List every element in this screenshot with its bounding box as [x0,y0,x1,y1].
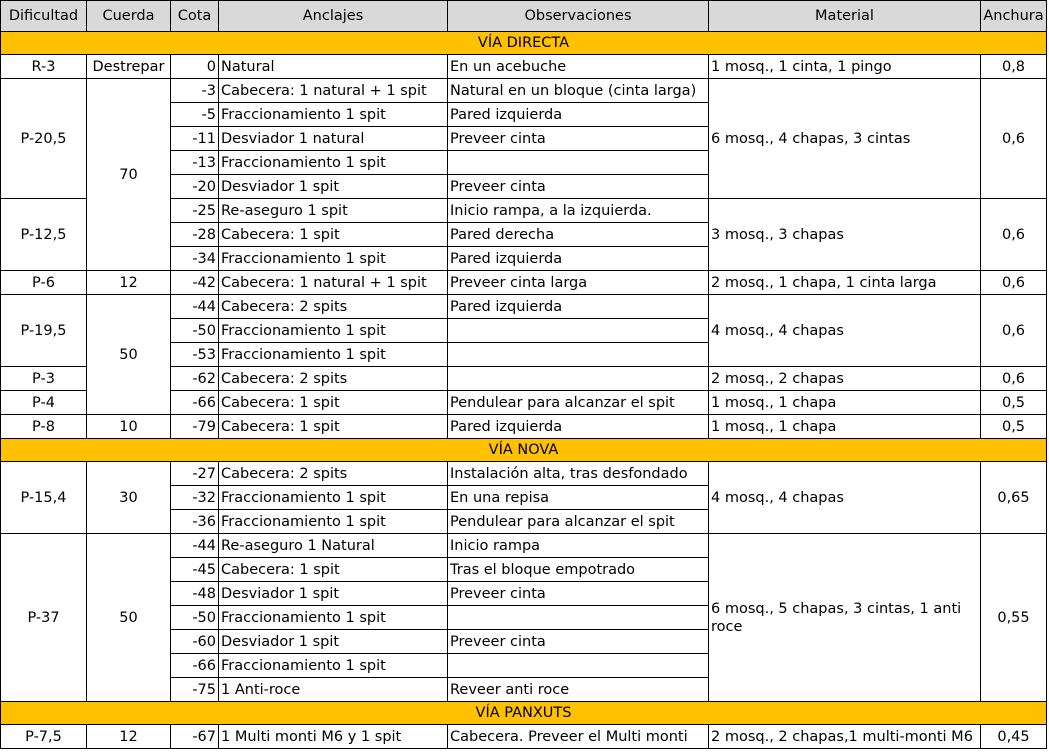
dificultad-cell: P-37 [1,534,87,702]
anclajes-cell: Cabecera: 1 spit [219,558,448,582]
observaciones-cell [448,606,709,630]
section-title: VÍA DIRECTA [1,32,1047,55]
observaciones-cell: En un acebuche [448,55,709,79]
dificultad-cell: P-15,4 [1,462,87,534]
material-cell: 2 mosq., 2 chapas,1 multi-monti M6 [709,725,981,749]
anclajes-cell: Cabecera: 1 spit [219,223,448,247]
observaciones-cell: Preveer cinta [448,127,709,151]
anchura-cell: 0,45 [981,725,1047,749]
anclajes-cell: Desviador 1 spit [219,630,448,654]
cota-cell: -42 [171,271,219,295]
anclajes-cell: 1 Anti-roce [219,678,448,702]
material-cell: 1 mosq., 1 cinta, 1 pingo [709,55,981,79]
cota-cell: -48 [171,582,219,606]
header-cuerda: Cuerda [87,1,171,32]
cuerda-cell: 50 [87,534,171,702]
observaciones-cell: Inicio rampa, a la izquierda. [448,199,709,223]
observaciones-cell: Pendulear para alcanzar el spit [448,391,709,415]
cota-cell: -75 [171,678,219,702]
anclajes-cell: Cabecera: 1 spit [219,415,448,439]
cota-cell: -67 [171,725,219,749]
cota-cell: -66 [171,654,219,678]
anclajes-cell: Re-aseguro 1 Natural [219,534,448,558]
observaciones-cell: Preveer cinta [448,630,709,654]
observaciones-cell [448,343,709,367]
anchura-cell: 0,55 [981,534,1047,702]
material-cell: 4 mosq., 4 chapas [709,295,981,367]
section-row [1,32,1047,55]
observaciones-cell: Reveer anti roce [448,678,709,702]
anchura-cell: 0,6 [981,367,1047,391]
cuerda-cell: 50 [87,295,171,415]
material-cell: 2 mosq., 2 chapas [709,367,981,391]
dificultad-cell: P-19,5 [1,295,87,367]
anchura-cell: 0,8 [981,55,1047,79]
observaciones-cell: Pared izquierda [448,295,709,319]
anclajes-cell: 1 Multi monti M6 y 1 spit [219,725,448,749]
cota-cell: -34 [171,247,219,271]
material-cell: 6 mosq., 5 chapas, 3 cintas, 1 anti roce [709,534,981,702]
observaciones-cell [448,654,709,678]
anclajes-cell: Desviador 1 spit [219,175,448,199]
anchura-cell: 0,65 [981,462,1047,534]
anclajes-cell: Fraccionamiento 1 spit [219,103,448,127]
header-observaciones: Observaciones [448,1,709,32]
material-cell: 3 mosq., 3 chapas [709,199,981,271]
material-cell: 1 mosq., 1 chapa [709,391,981,415]
dificultad-cell: P-7,5 [1,725,87,749]
anclajes-cell: Fraccionamiento 1 spit [219,606,448,630]
cota-cell: -45 [171,558,219,582]
cota-cell: -60 [171,630,219,654]
observaciones-cell: Natural en un bloque (cinta larga) [448,79,709,103]
header-row [1,1,1047,32]
anclajes-cell: Cabecera: 2 spits [219,367,448,391]
dificultad-cell: P-6 [1,271,87,295]
anclajes-cell: Cabecera: 1 spit [219,391,448,415]
table-row [1,55,1047,79]
observaciones-cell [448,367,709,391]
anchura-cell: 0,5 [981,415,1047,439]
anchura-cell: 0,6 [981,199,1047,271]
table-row [1,415,1047,439]
observaciones-cell [448,319,709,343]
observaciones-cell: Pared izquierda [448,103,709,127]
anclajes-cell: Fraccionamiento 1 spit [219,654,448,678]
cota-cell: -25 [171,199,219,223]
observaciones-cell: Pared izquierda [448,415,709,439]
cota-cell: -28 [171,223,219,247]
table-row [1,79,1047,103]
observaciones-cell: Preveer cinta [448,175,709,199]
cota-cell: -62 [171,367,219,391]
table-row [1,534,1047,558]
section-row [1,439,1047,462]
table-row [1,271,1047,295]
anclajes-cell: Cabecera: 2 spits [219,462,448,486]
observaciones-cell: Pared izquierda [448,247,709,271]
header-anclajes: Anclajes [219,1,448,32]
observaciones-cell [448,151,709,175]
table-row [1,295,1047,319]
anclajes-cell: Fraccionamiento 1 spit [219,151,448,175]
cuerda-cell: 70 [87,79,171,271]
section-row [1,702,1047,725]
cota-cell: -36 [171,510,219,534]
observaciones-cell: Tras el bloque empotrado [448,558,709,582]
cuerda-cell: 12 [87,725,171,749]
table-body [1,32,1047,749]
cuerda-cell: Destrepar [87,55,171,79]
cota-cell: -50 [171,606,219,630]
observaciones-cell: Cabecera. Preveer el Multi monti [448,725,709,749]
anclajes-cell: Fraccionamiento 1 spit [219,343,448,367]
header-material: Material [709,1,981,32]
cuerda-cell: 30 [87,462,171,534]
anclajes-cell: Fraccionamiento 1 spit [219,247,448,271]
observaciones-cell: Instalación alta, tras desfondado [448,462,709,486]
cota-cell: -44 [171,534,219,558]
anclajes-cell: Fraccionamiento 1 spit [219,319,448,343]
dificultad-cell: P-12,5 [1,199,87,271]
header-anchura: Anchura [981,1,1047,32]
cuerda-cell: 12 [87,271,171,295]
section-title: VÍA NOVA [1,439,1047,462]
cota-cell: -44 [171,295,219,319]
anchura-cell: 0,5 [981,391,1047,415]
anclajes-cell: Natural [219,55,448,79]
cota-cell: -79 [171,415,219,439]
cota-cell: -66 [171,391,219,415]
cota-cell: -53 [171,343,219,367]
cota-cell: -11 [171,127,219,151]
observaciones-cell: Preveer cinta [448,582,709,606]
table-row [1,462,1047,486]
cota-cell: -32 [171,486,219,510]
observaciones-cell: Preveer cinta larga [448,271,709,295]
dificultad-cell: R-3 [1,55,87,79]
anclajes-cell: Cabecera: 1 natural + 1 spit [219,271,448,295]
cota-cell: 0 [171,55,219,79]
anclajes-cell: Fraccionamiento 1 spit [219,486,448,510]
observaciones-cell: Pendulear para alcanzar el spit [448,510,709,534]
cota-cell: -5 [171,103,219,127]
section-title: VÍA PANXUTS [1,702,1047,725]
observaciones-cell: Inicio rampa [448,534,709,558]
material-cell: 4 mosq., 4 chapas [709,462,981,534]
material-cell: 1 mosq., 1 chapa [709,415,981,439]
anchura-cell: 0,6 [981,79,1047,199]
table-row [1,725,1047,749]
observaciones-cell: Pared derecha [448,223,709,247]
material-cell: 6 mosq., 4 chapas, 3 cintas [709,79,981,199]
anchura-cell: 0,6 [981,271,1047,295]
header-dificultad: Dificultad [1,1,87,32]
dificultad-cell: P-4 [1,391,87,415]
anclajes-cell: Desviador 1 spit [219,582,448,606]
anchura-cell: 0,6 [981,295,1047,367]
cota-cell: -27 [171,462,219,486]
cuerda-cell: 10 [87,415,171,439]
dificultad-cell: P-8 [1,415,87,439]
anclajes-cell: Re-aseguro 1 spit [219,199,448,223]
cota-cell: -3 [171,79,219,103]
cota-cell: -50 [171,319,219,343]
observaciones-cell: En una repisa [448,486,709,510]
material-cell: 2 mosq., 1 chapa, 1 cinta larga [709,271,981,295]
anclajes-cell: Fraccionamiento 1 spit [219,510,448,534]
cota-cell: -13 [171,151,219,175]
dificultad-cell: P-3 [1,367,87,391]
anclajes-cell: Cabecera: 1 natural + 1 spit [219,79,448,103]
cota-cell: -20 [171,175,219,199]
dificultad-cell: P-20,5 [1,79,87,199]
anclajes-cell: Desviador 1 natural [219,127,448,151]
header-cota: Cota [171,1,219,32]
anclajes-cell: Cabecera: 2 spits [219,295,448,319]
